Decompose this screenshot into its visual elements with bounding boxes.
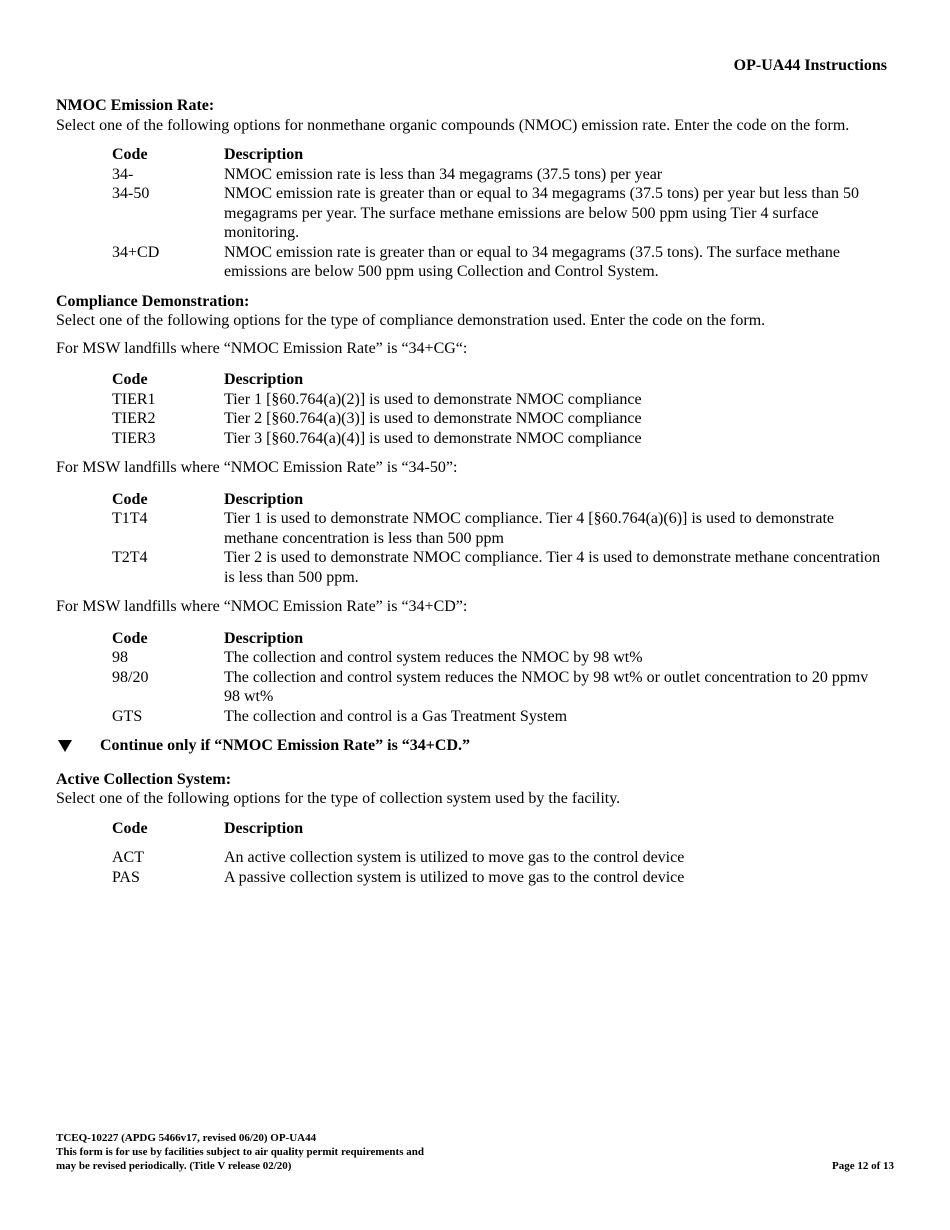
compliance-heading: Compliance Demonstration: (56, 292, 250, 310)
table-row (112, 184, 888, 243)
description-column-header: Description (224, 371, 304, 388)
code-cell: PAS (112, 868, 140, 886)
continue-instruction-text: Continue only if “NMOC Emission Rate” is “34+CD.” (100, 737, 471, 754)
table-row (112, 668, 888, 707)
code-cell: T2T4 (112, 549, 148, 566)
compliance-34cg-code-table (112, 370, 888, 448)
description-cell: The collection and control is a Gas Treatment System (224, 707, 568, 725)
description-cell: The collection and control system reduces the NMOC by 98 wt% or outlet concentration to 20 ppmv 98 wt% (224, 668, 869, 705)
description-cell: The collection and control system reduces the NMOC by 98 wt% (224, 649, 643, 666)
page-header-title: OP-UA44 Instructions (733, 57, 887, 74)
compliance-group3-lead: For MSW landfills where “NMOC Emission Rate” is “34+CD”: (56, 598, 468, 615)
code-cell: TIER1 (112, 390, 156, 408)
table-row (112, 409, 888, 429)
description-cell: NMOC emission rate is less than 34 megagrams (37.5 tons) per year (224, 165, 663, 183)
code-column-header: Code (112, 629, 148, 647)
code-column-header: Code (112, 371, 148, 388)
table-row (112, 848, 888, 868)
active-collection-section (56, 770, 888, 888)
nmoc-code-table (112, 145, 888, 282)
nmoc-heading: NMOC Emission Rate: (56, 97, 215, 114)
code-cell: T1T4 (112, 510, 148, 527)
code-cell: 34+CD (112, 243, 160, 261)
compliance-34cd-code-table (112, 629, 888, 727)
continue-instruction (56, 736, 888, 756)
footer-notice-line2: may be revised periodically. (Title V release 02/20) (56, 1160, 292, 1172)
footer-form-id: TCEQ-10227 (APDG 5466v17, revised 06/20) OP-UA44 (56, 1132, 317, 1144)
nmoc-section (56, 96, 888, 282)
description-cell: NMOC emission rate is greater than or equal to 34 megagrams (37.5 tons) per year but less than 50 megagrams per year. The surface methane emissions are below 500 ppm using Tier 4 surface monitoring. (224, 185, 859, 241)
description-cell: An active collection system is utilized to move gas to the control device (224, 849, 685, 866)
description-cell: Tier 3 [§60.764(a)(4)] is used to demonstrate NMOC compliance (224, 429, 642, 447)
table-row (112, 648, 888, 668)
code-cell: TIER3 (112, 429, 156, 447)
description-cell: Tier 1 [§60.764(a)(2)] is used to demonstrate NMOC compliance (224, 390, 642, 408)
compliance-group1-lead: For MSW landfills where “NMOC Emission Rate” is “34+CG“: (56, 339, 468, 357)
table-row (112, 429, 888, 449)
code-cell: TIER2 (112, 410, 156, 427)
table-row (112, 548, 888, 587)
description-cell: Tier 2 [§60.764(a)(3)] is used to demonstrate NMOC compliance (224, 410, 642, 427)
table-row (112, 868, 888, 888)
footer-notice-line1: This form is for use by facilities subject to air quality permit requirements and (56, 1146, 424, 1158)
compliance-section (56, 292, 888, 727)
table-row (112, 509, 888, 548)
description-column-header: Description (224, 819, 304, 837)
description-cell: A passive collection system is utilized to move gas to the control device (224, 868, 685, 886)
compliance-3450-code-table (112, 490, 888, 588)
code-cell: 34- (112, 165, 134, 183)
nmoc-intro: Select one of the following options for nonmethane organic compounds (NMOC) emission rate. Enter the code on the form. (56, 116, 850, 134)
code-column-header: Code (112, 490, 148, 508)
code-cell: GTS (112, 707, 143, 725)
code-cell: 98/20 (112, 668, 149, 686)
description-column-header: Description (224, 629, 304, 647)
page-content (56, 96, 888, 897)
code-cell: 98 (112, 649, 128, 666)
table-row (112, 165, 888, 185)
compliance-intro: Select one of the following options for the type of compliance demonstration used. Enter the code on the form. (56, 312, 766, 329)
table-row (112, 243, 888, 282)
code-column-header: Code (112, 146, 148, 163)
active-collection-heading: Active Collection System: (56, 770, 232, 788)
active-collection-intro: Select one of the following options for the type of collection system used by the facility. (56, 790, 621, 807)
description-column-header: Description (224, 490, 304, 508)
down-triangle-icon (58, 740, 72, 752)
active-collection-code-table (112, 819, 888, 888)
code-cell: ACT (112, 849, 144, 866)
description-column-header: Description (224, 146, 304, 163)
description-cell: Tier 1 is used to demonstrate NMOC compliance. Tier 4 [§60.764(a)(6)] is used to demonstrate methane concentration is less than 500 ppm (224, 510, 834, 547)
description-cell: NMOC emission rate is greater than or equal to 34 megagrams (37.5 tons). The surface methane emissions are below 500 ppm using Collection and Control System. (224, 243, 840, 280)
code-column-header: Code (112, 819, 148, 837)
code-cell: 34-50 (112, 185, 150, 202)
table-row (112, 390, 888, 410)
page-number: Page 12 of 13 (831, 1160, 894, 1172)
description-cell: Tier 2 is used to demonstrate NMOC compliance. Tier 4 is used to demonstrate methane concentration is less than 500 ppm. (224, 549, 881, 586)
table-row (112, 707, 888, 727)
page-footer (56, 1131, 894, 1173)
compliance-group2-lead: For MSW landfills where “NMOC Emission Rate” is “34-50”: (56, 459, 458, 476)
